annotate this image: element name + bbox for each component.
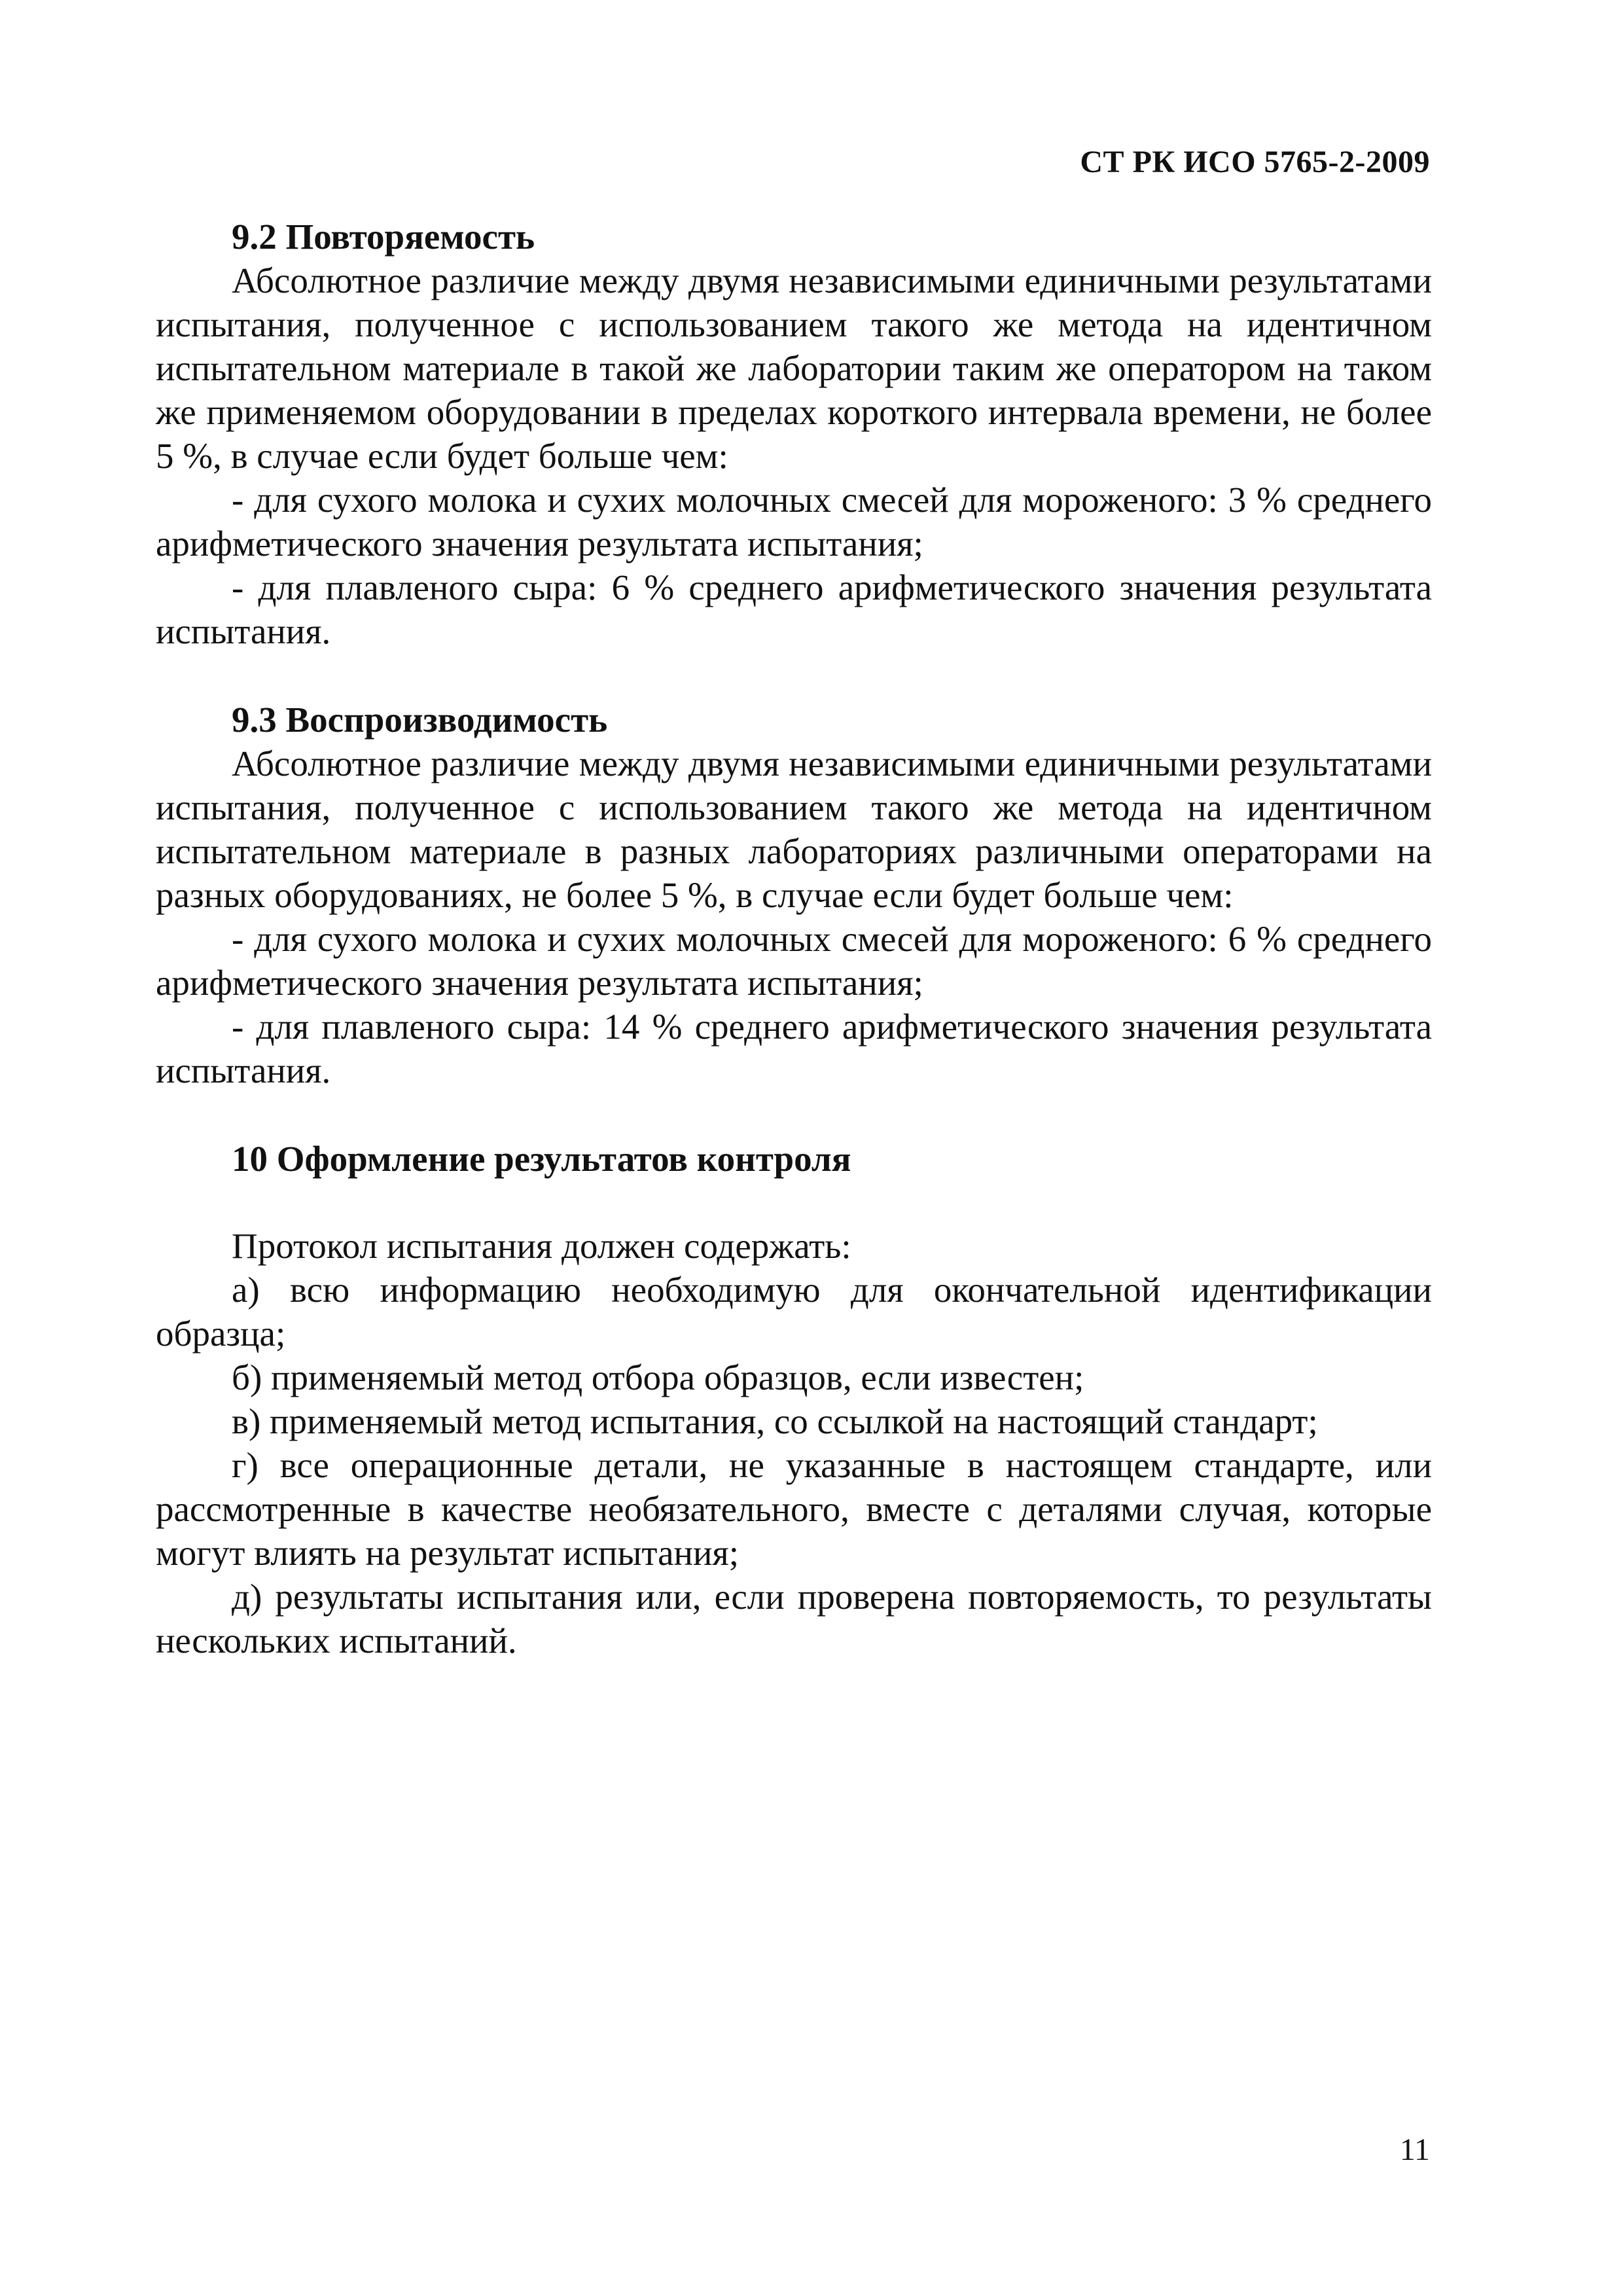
section-10-item: д) результаты испытания или, если проверена повторяемость, то результаты нескольких испытаний. bbox=[156, 1577, 1432, 1660]
section-10-item: а) всю информацию необходимую для окончательной идентификации образца; bbox=[156, 1270, 1432, 1354]
section-10-item: б) применяемый метод отбора образцов, если известен; bbox=[232, 1357, 1084, 1397]
section-heading-9-3: 9.3 Воспроизводимость bbox=[232, 700, 608, 740]
section-10-item: в) применяемый метод испытания, со ссылкой на настоящий стандарт; bbox=[232, 1401, 1318, 1441]
section-spacer bbox=[156, 653, 1432, 698]
section-9-3-item: - для сухого молока и сухих молочных смесей для мороженого: 6 % среднего арифметического значения результата испытания; bbox=[156, 919, 1432, 1003]
section-9-2-paragraph: Абсолютное различие между двумя независимыми единичными результатами испытания, полученное с использованием такого же метода на идентичном испытательном материале в такой же лаборатории таким же оператором на таком же применяемом оборудовании в пределах короткого интервала времени, не более 5 %, в случае если будет больше чем: bbox=[156, 260, 1432, 476]
section-spacer bbox=[156, 1181, 1432, 1224]
section-9-3-paragraph: Абсолютное различие между двумя независимыми единичными результатами испытания, полученное с использованием такого же метода на идентичном испытательном материале в разных лабораториях различными операторами на разных оборудованиях, не более 5 %, в случае если будет больше чем: bbox=[156, 744, 1432, 915]
section-9-2-item: - для плавленого сыра: 6 % среднего арифметического значения результата испытания. bbox=[156, 567, 1432, 651]
section-10-item: г) все операционные детали, не указанные в настоящем стандарте, или рассмотренные в качестве необязательного, вместе с деталями случая, которые могут влиять на результат испытания; bbox=[156, 1445, 1432, 1573]
section-spacer bbox=[156, 1092, 1432, 1137]
section-9-2-item: - для сухого молока и сухих молочных смесей для мороженого: 3 % среднего арифметического значения результата испытания; bbox=[156, 480, 1432, 564]
section-heading-10: 10 Оформление результатов контроля bbox=[232, 1139, 851, 1179]
section-heading-9-2: 9.2 Повторяемость bbox=[232, 217, 535, 257]
document-body bbox=[156, 215, 1432, 1662]
document-code: СТ РК ИСО 5765-2-2009 bbox=[1080, 145, 1430, 179]
section-10-intro: Протокол испытания должен содержать: bbox=[232, 1226, 851, 1266]
page-number: 11 bbox=[1399, 2132, 1430, 2167]
section-9-3-item: - для плавленого сыра: 14 % среднего арифметического значения результата испытания. bbox=[156, 1007, 1432, 1090]
